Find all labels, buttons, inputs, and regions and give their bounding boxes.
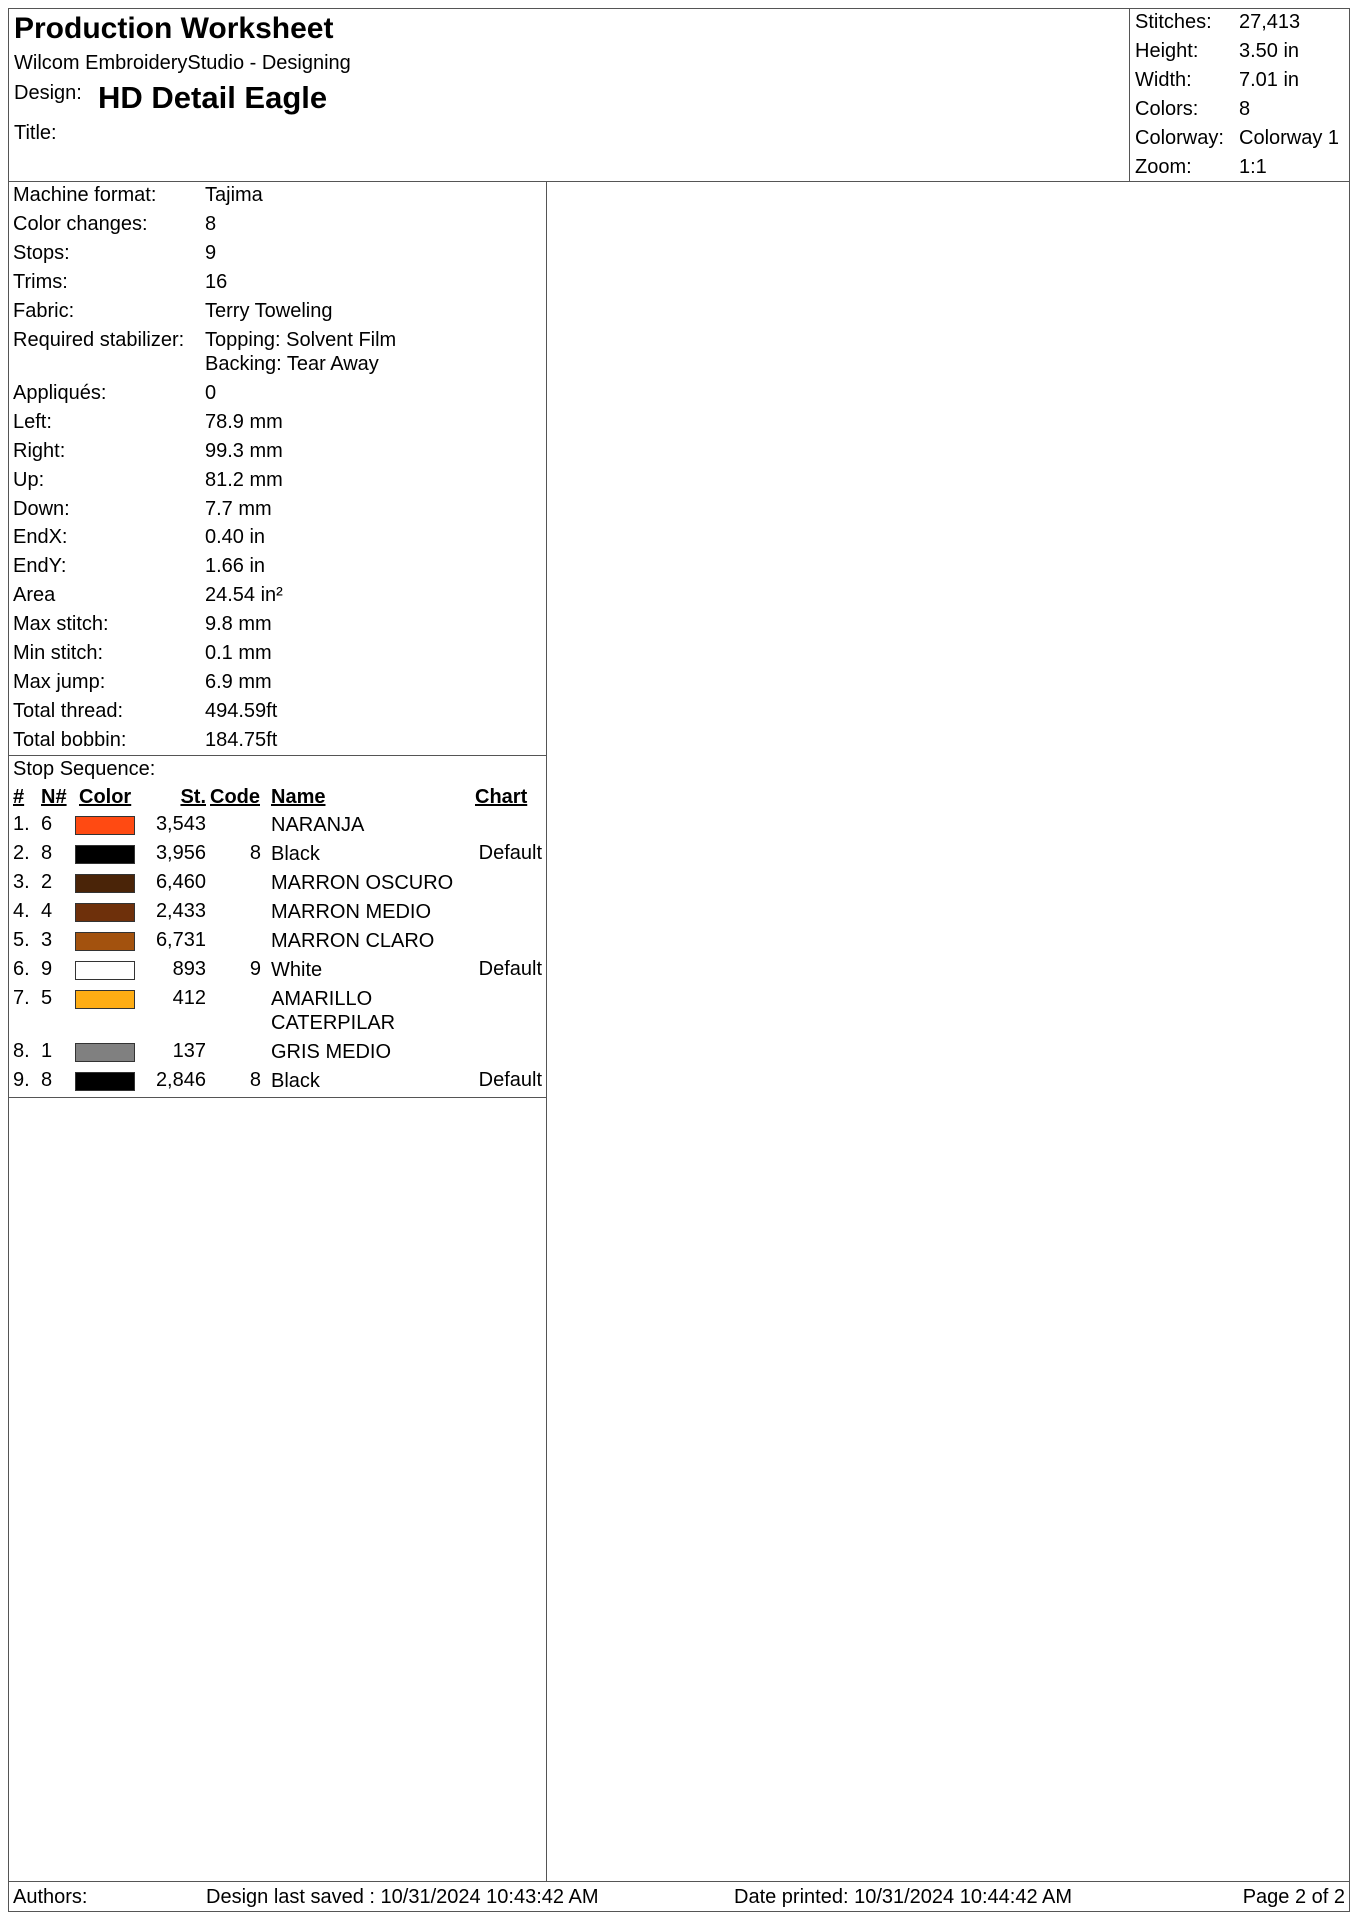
stop-stitches: 6,460 bbox=[155, 871, 206, 893]
stop-index: 8. bbox=[13, 1040, 30, 1062]
detail-value: 81.2 mm bbox=[205, 468, 283, 491]
color-swatch bbox=[75, 903, 135, 922]
detail-label: EndY: bbox=[13, 555, 67, 578]
date-printed: Date printed: 10/31/2024 10:44:42 AM bbox=[734, 1886, 1073, 1908]
summary-value: Colorway 1 bbox=[1239, 127, 1340, 149]
detail-value: Topping: Solvent Film bbox=[205, 328, 397, 351]
detail-label: Fabric: bbox=[13, 299, 75, 322]
summary-label: Zoom: bbox=[1135, 156, 1192, 178]
stop-name: MARRON CLARO bbox=[271, 930, 435, 952]
detail-value: Terry Toweling bbox=[205, 299, 333, 322]
detail-value: 184.75ft bbox=[205, 728, 278, 751]
stop-index: 4. bbox=[13, 900, 30, 922]
detail-value: 16 bbox=[205, 270, 228, 293]
header-stitches: St. bbox=[180, 786, 206, 808]
stop-index: 6. bbox=[13, 958, 30, 980]
stop-code: 8 bbox=[249, 842, 261, 864]
color-swatch bbox=[75, 845, 135, 864]
color-swatch bbox=[75, 1043, 135, 1062]
summary-value: 8 bbox=[1239, 98, 1251, 120]
stop-chart: Default bbox=[478, 1069, 542, 1091]
detail-value: 0 bbox=[205, 381, 217, 404]
stop-needle: 6 bbox=[41, 813, 53, 835]
stop-name: NARANJA bbox=[271, 814, 365, 836]
summary-label: Width: bbox=[1135, 69, 1192, 91]
detail-value: 9.8 mm bbox=[205, 613, 272, 636]
detail-value: 99.3 mm bbox=[205, 439, 283, 462]
design-details bbox=[9, 181, 546, 756]
summary-label: Colors: bbox=[1135, 98, 1199, 120]
detail-value: 1.66 in bbox=[205, 555, 266, 578]
detail-value: 494.59ft bbox=[205, 699, 278, 722]
detail-label: Up: bbox=[13, 468, 45, 491]
summary-value: 7.01 in bbox=[1239, 69, 1300, 91]
detail-value: 0.1 mm bbox=[205, 642, 272, 665]
page-title: Production Worksheet bbox=[14, 12, 334, 45]
detail-label: Down: bbox=[13, 497, 70, 520]
detail-label: Trims: bbox=[13, 270, 68, 293]
stop-chart: Default bbox=[478, 958, 542, 980]
stop-index: 5. bbox=[13, 929, 30, 951]
stop-index: 1. bbox=[13, 813, 30, 835]
detail-label: Min stitch: bbox=[13, 642, 104, 665]
design-preview-area bbox=[546, 181, 1349, 1881]
design-label: Design: bbox=[14, 82, 82, 104]
stop-code: 8 bbox=[249, 1069, 261, 1091]
stop-needle: 4 bbox=[41, 900, 53, 922]
color-swatch bbox=[75, 1072, 135, 1091]
header-index: # bbox=[13, 786, 25, 808]
detail-label: Max stitch: bbox=[13, 613, 109, 636]
detail-label: Appliqués: bbox=[13, 381, 107, 404]
detail-label: Max jump: bbox=[13, 670, 106, 693]
summary-label: Stitches: bbox=[1135, 11, 1212, 33]
stop-stitches: 3,543 bbox=[155, 813, 206, 835]
stop-stitches: 893 bbox=[172, 958, 206, 980]
page-number: Page 2 of 2 bbox=[1242, 1886, 1345, 1908]
summary-panel bbox=[1129, 9, 1350, 181]
detail-label: Total thread: bbox=[13, 699, 124, 722]
stop-needle: 9 bbox=[41, 958, 53, 980]
header-needle: N# bbox=[41, 786, 67, 808]
detail-value: 6.9 mm bbox=[205, 670, 272, 693]
detail-value: 8 bbox=[205, 212, 217, 235]
detail-value-second-line: Backing: Tear Away bbox=[205, 352, 379, 375]
stop-stitches: 2,846 bbox=[155, 1069, 206, 1091]
detail-value: 0.40 in bbox=[205, 526, 266, 549]
stop-stitches: 2,433 bbox=[155, 900, 206, 922]
stop-name: MARRON MEDIO bbox=[271, 901, 431, 923]
detail-value: 7.7 mm bbox=[205, 497, 272, 520]
software-name: Wilcom EmbroideryStudio - Designing bbox=[14, 52, 351, 74]
stop-sequence-title: Stop Sequence: bbox=[13, 758, 156, 780]
worksheet-footer bbox=[9, 1881, 1349, 1912]
summary-label: Height: bbox=[1135, 40, 1199, 62]
color-swatch bbox=[75, 932, 135, 951]
header-name: Name bbox=[271, 786, 326, 808]
stop-stitches: 412 bbox=[172, 987, 206, 1009]
stop-needle: 8 bbox=[41, 1069, 53, 1091]
worksheet-body bbox=[9, 181, 1349, 1881]
stop-needle: 3 bbox=[41, 929, 53, 951]
header-info bbox=[14, 9, 1114, 181]
summary-label: Colorway: bbox=[1135, 127, 1224, 149]
stop-index: 2. bbox=[13, 842, 30, 864]
stop-name: MARRON OSCURO bbox=[271, 872, 454, 894]
detail-value: 9 bbox=[205, 241, 217, 264]
stop-stitches: 137 bbox=[172, 1040, 206, 1062]
detail-label: EndX: bbox=[13, 526, 68, 549]
stop-needle: 2 bbox=[41, 871, 53, 893]
stop-needle: 8 bbox=[41, 842, 53, 864]
stop-index: 9. bbox=[13, 1069, 30, 1091]
detail-label: Area bbox=[13, 584, 56, 607]
detail-label: Total bobbin: bbox=[13, 728, 127, 751]
stop-code: 9 bbox=[249, 958, 261, 980]
detail-value: 78.9 mm bbox=[205, 410, 283, 433]
color-swatch bbox=[75, 961, 135, 980]
stop-name: Black bbox=[271, 1070, 320, 1092]
header-color: Color bbox=[79, 786, 132, 808]
stop-stitches: 3,956 bbox=[155, 842, 206, 864]
stop-name: GRIS MEDIO bbox=[271, 1041, 392, 1063]
stop-sequence bbox=[9, 755, 546, 1098]
color-swatch bbox=[75, 816, 135, 835]
stop-index: 7. bbox=[13, 987, 30, 1009]
stop-stitches: 6,731 bbox=[155, 929, 206, 951]
detail-value: 24.54 in² bbox=[205, 584, 283, 607]
last-saved: Design last saved : 10/31/2024 10:43:42 AM bbox=[206, 1886, 599, 1908]
detail-value: Tajima bbox=[205, 184, 263, 206]
worksheet-header bbox=[9, 9, 1349, 182]
color-swatch bbox=[75, 874, 135, 893]
detail-label: Required stabilizer: bbox=[13, 328, 185, 351]
color-swatch bbox=[75, 990, 135, 1009]
stop-needle: 5 bbox=[41, 987, 53, 1009]
stop-chart: Default bbox=[478, 842, 542, 864]
authors-label: Authors: bbox=[13, 1886, 88, 1908]
detail-label: Stops: bbox=[13, 241, 70, 264]
stop-name: AMARILLO CATERPILAR bbox=[271, 988, 396, 1034]
detail-label: Left: bbox=[13, 410, 52, 433]
stop-name: Black bbox=[271, 843, 320, 865]
detail-label: Color changes: bbox=[13, 212, 148, 235]
summary-value: 3.50 in bbox=[1239, 40, 1300, 62]
stop-needle: 1 bbox=[41, 1040, 53, 1062]
summary-value: 27,413 bbox=[1239, 11, 1301, 33]
summary-value: 1:1 bbox=[1239, 156, 1267, 178]
stop-index: 3. bbox=[13, 871, 30, 893]
design-name: HD Detail Eagle bbox=[98, 80, 328, 115]
title-label: Title: bbox=[14, 122, 57, 144]
header-chart: Chart bbox=[475, 786, 528, 808]
header-code: Code bbox=[210, 786, 260, 808]
info-column bbox=[9, 181, 547, 1881]
stop-name: White bbox=[271, 959, 323, 981]
production-worksheet bbox=[8, 8, 1350, 1912]
detail-label: Right: bbox=[13, 439, 66, 462]
detail-label: Machine format: bbox=[13, 184, 157, 206]
